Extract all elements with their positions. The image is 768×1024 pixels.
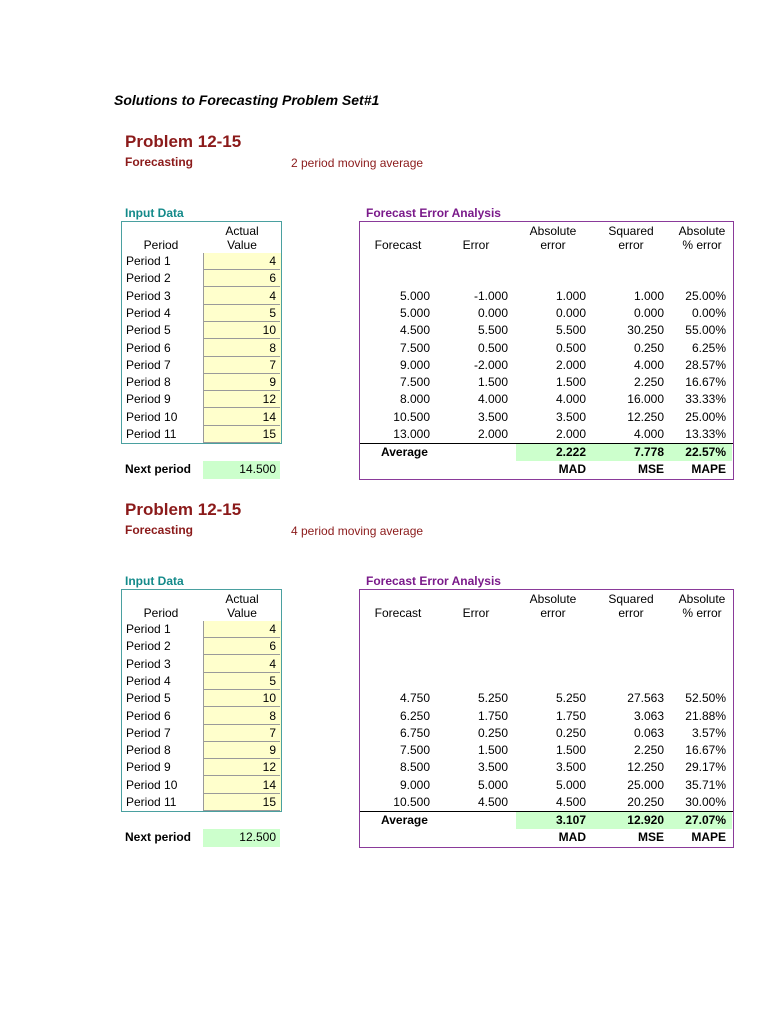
actual-value-cell[interactable]: 12 <box>203 391 280 408</box>
percent-error-value: 52.50% <box>685 691 726 705</box>
error-value: 0.500 <box>477 341 508 355</box>
actual-header-line2: Value <box>227 606 257 620</box>
actual-value-cell[interactable]: 10 <box>203 322 280 339</box>
mad-value: 3.107 <box>555 813 586 827</box>
error-value: 5.250 <box>477 691 508 705</box>
forecast-error-analysis-label: Forecast Error Analysis <box>366 574 501 588</box>
abs-header-line1: Absolute <box>529 592 577 606</box>
period-label: Period 11 <box>126 795 177 809</box>
period-label: Period 9 <box>126 760 171 774</box>
forecast-value: 6.250 <box>399 709 430 723</box>
actual-value-cell[interactable]: 4 <box>203 621 280 638</box>
mape-value: 27.07% <box>685 813 726 827</box>
period-label: Period 9 <box>126 392 171 406</box>
percent-error-value: 25.00% <box>685 289 726 303</box>
percent-error-header <box>672 592 732 620</box>
actual-value-cell[interactable]: 6 <box>203 638 280 655</box>
absolute-error-header <box>520 224 586 252</box>
forecast-value: 9.000 <box>399 778 430 792</box>
actual-header-line1: Actual <box>225 224 259 238</box>
squared-error-value: 16.000 <box>627 392 664 406</box>
mad-value: 2.222 <box>555 445 586 459</box>
actual-header <box>212 224 272 252</box>
mse-value: 7.778 <box>633 445 664 459</box>
error-value: 3.500 <box>477 410 508 424</box>
percent-error-header <box>672 224 732 252</box>
error-header: Error <box>462 606 490 620</box>
squared-error-value: 20.250 <box>627 795 664 809</box>
period-label: Period 7 <box>126 358 171 372</box>
absolute-error-value: 5.250 <box>555 691 586 705</box>
squared-error-value: 25.000 <box>627 778 664 792</box>
percent-error-value: 30.00% <box>685 795 726 809</box>
error-value: 0.000 <box>477 306 508 320</box>
forecast-value: 10.500 <box>393 795 430 809</box>
mad-label: MAD <box>558 830 586 844</box>
period-header: Period <box>143 606 179 620</box>
squared-error-value: 4.000 <box>633 358 664 372</box>
forecast-error-analysis-label: Forecast Error Analysis <box>366 206 501 220</box>
actual-value-cell[interactable]: 9 <box>203 374 280 391</box>
absolute-error-value: 0.500 <box>555 341 586 355</box>
error-value: 5.000 <box>477 778 508 792</box>
period-label: Period 7 <box>126 726 171 740</box>
error-value: -1.000 <box>473 289 508 303</box>
pct-header-line2: % error <box>682 238 722 252</box>
absolute-error-value: 3.500 <box>555 410 586 424</box>
input-data-label: Input Data <box>125 206 184 220</box>
error-value: 5.500 <box>477 323 508 337</box>
period-label: Period 1 <box>126 622 171 636</box>
mse-label: MSE <box>637 830 664 844</box>
actual-value-cell[interactable]: 8 <box>203 708 280 725</box>
squared-error-value: 2.250 <box>633 743 664 757</box>
actual-value-cell[interactable]: 12 <box>203 759 280 776</box>
pct-header-line1: Absolute <box>678 224 726 238</box>
period-label: Period 3 <box>126 657 171 671</box>
forecast-value: 7.500 <box>399 743 430 757</box>
forecast-value: 5.000 <box>399 289 430 303</box>
problem-title: Problem 12-15 <box>125 132 242 151</box>
percent-error-value: 16.67% <box>685 743 726 757</box>
error-value: 1.500 <box>477 743 508 757</box>
error-value: 2.000 <box>477 427 508 441</box>
actual-value-cell[interactable]: 8 <box>203 340 280 357</box>
actual-value-cell[interactable]: 15 <box>203 794 280 811</box>
problem-title: Problem 12-15 <box>125 500 242 519</box>
percent-error-value: 28.57% <box>685 358 726 372</box>
forecast-header: Forecast <box>374 606 422 620</box>
actual-header <box>212 592 272 620</box>
squared-error-value: 12.250 <box>627 410 664 424</box>
percent-error-value: 3.57% <box>691 726 726 740</box>
method-label: 4 period moving average <box>291 524 424 538</box>
percent-error-value: 35.71% <box>685 778 726 792</box>
period-label: Period 1 <box>126 254 171 268</box>
period-header: Period <box>143 238 179 252</box>
period-label: Period 4 <box>126 674 171 688</box>
percent-error-value: 29.17% <box>685 760 726 774</box>
problem-subtitle: Forecasting <box>125 155 194 169</box>
mape-value: 22.57% <box>685 445 726 459</box>
absolute-error-value: 5.500 <box>555 323 586 337</box>
forecast-value: 7.500 <box>399 341 430 355</box>
next-period-label: Next period <box>125 830 192 844</box>
forecast-value: 5.000 <box>399 306 430 320</box>
absolute-error-value: 1.500 <box>555 375 586 389</box>
pct-header-line1: Absolute <box>678 592 726 606</box>
absolute-error-value: 1.750 <box>555 709 586 723</box>
sq-header-line1: Squared <box>608 592 654 606</box>
actual-value-cell[interactable]: 15 <box>203 426 280 443</box>
absolute-error-value: 0.250 <box>555 726 586 740</box>
absolute-error-value: 2.000 <box>555 427 586 441</box>
sq-header-line2: error <box>618 238 644 252</box>
period-label: Period 6 <box>126 341 171 355</box>
forecast-value: 8.000 <box>399 392 430 406</box>
percent-error-value: 0.00% <box>691 306 726 320</box>
forecast-value: 4.750 <box>399 691 430 705</box>
actual-value-cell[interactable]: 6 <box>203 270 280 287</box>
period-label: Period 10 <box>126 410 178 424</box>
abs-header-line1: Absolute <box>529 224 577 238</box>
actual-value-cell[interactable]: 5 <box>203 305 280 322</box>
percent-error-value: 55.00% <box>685 323 726 337</box>
actual-header-line1: Actual <box>225 592 259 606</box>
actual-value-cell[interactable]: 14 <box>203 409 280 426</box>
squared-error-value: 0.250 <box>633 341 664 355</box>
problem-section <box>0 500 768 860</box>
percent-error-value: 6.25% <box>691 341 726 355</box>
actual-value-cell[interactable]: 14 <box>203 777 280 794</box>
actual-value-cell[interactable]: 4 <box>203 656 280 673</box>
period-label: Period 2 <box>126 639 171 653</box>
period-label: Period 4 <box>126 306 171 320</box>
average-label: Average <box>381 445 428 459</box>
actual-value-cell[interactable]: 10 <box>203 690 280 707</box>
percent-error-value: 16.67% <box>685 375 726 389</box>
actual-value-cell[interactable]: 4 <box>203 253 280 270</box>
period-label: Period 8 <box>126 375 171 389</box>
squared-error-header <box>600 224 662 252</box>
next-period-value: 12.500 <box>239 830 276 844</box>
squared-error-value: 1.000 <box>633 289 664 303</box>
average-label: Average <box>381 813 428 827</box>
period-label: Period 11 <box>126 427 177 441</box>
mse-label: MSE <box>637 462 664 476</box>
absolute-error-value: 2.000 <box>555 358 586 372</box>
actual-value-cell[interactable]: 7 <box>203 725 280 742</box>
percent-error-value: 21.88% <box>685 709 726 723</box>
squared-error-value: 0.063 <box>633 726 664 740</box>
error-value: 0.250 <box>477 726 508 740</box>
forecast-value: 10.500 <box>393 410 430 424</box>
absolute-error-value: 0.000 <box>555 306 586 320</box>
squared-error-value: 27.563 <box>627 691 664 705</box>
forecast-value: 8.500 <box>399 760 430 774</box>
period-label: Period 8 <box>126 743 171 757</box>
actual-header-line2: Value <box>227 238 257 252</box>
error-value: 1.750 <box>477 709 508 723</box>
absolute-error-value: 4.000 <box>555 392 586 406</box>
actual-value-cell[interactable]: 5 <box>203 673 280 690</box>
forecast-value: 7.500 <box>399 375 430 389</box>
document-title: Solutions to Forecasting Problem Set#1 <box>114 92 380 108</box>
forecast-header: Forecast <box>374 238 422 252</box>
problem-subtitle: Forecasting <box>125 523 194 537</box>
percent-error-value: 25.00% <box>685 410 726 424</box>
error-value: 3.500 <box>477 760 508 774</box>
percent-error-value: 13.33% <box>685 427 726 441</box>
period-label: Period 6 <box>126 709 171 723</box>
actual-value-cell[interactable]: 9 <box>203 742 280 759</box>
mad-label: MAD <box>558 462 586 476</box>
forecast-value: 13.000 <box>393 427 430 441</box>
next-period-label: Next period <box>125 462 192 476</box>
actual-value-cell[interactable]: 4 <box>203 288 280 305</box>
forecast-value: 9.000 <box>399 358 430 372</box>
squared-error-value: 0.000 <box>633 306 664 320</box>
squared-error-value: 3.063 <box>633 709 664 723</box>
squared-error-value: 2.250 <box>633 375 664 389</box>
period-label: Period 5 <box>126 323 171 337</box>
error-value: -2.000 <box>473 358 508 372</box>
absolute-error-value: 5.000 <box>555 778 586 792</box>
squared-error-value: 4.000 <box>633 427 664 441</box>
sq-header-line2: error <box>618 606 644 620</box>
error-header: Error <box>462 238 490 252</box>
squared-error-value: 12.250 <box>627 760 664 774</box>
next-period-value: 14.500 <box>239 462 276 476</box>
period-label: Period 10 <box>126 778 178 792</box>
absolute-error-value: 1.000 <box>555 289 586 303</box>
actual-value-cell[interactable]: 7 <box>203 357 280 374</box>
forecast-value: 4.500 <box>399 323 430 337</box>
mse-value: 12.920 <box>627 813 664 827</box>
squared-error-header <box>600 592 662 620</box>
period-label: Period 3 <box>126 289 171 303</box>
abs-header-line2: error <box>540 606 566 620</box>
mape-label: MAPE <box>691 462 726 476</box>
period-label: Period 5 <box>126 691 171 705</box>
problem-section <box>0 132 768 492</box>
period-label: Period 2 <box>126 271 171 285</box>
forecast-value: 6.750 <box>399 726 430 740</box>
absolute-error-header <box>520 592 586 620</box>
error-value: 4.500 <box>477 795 508 809</box>
sq-header-line1: Squared <box>608 224 654 238</box>
method-label: 2 period moving average <box>291 156 424 170</box>
absolute-error-value: 3.500 <box>555 760 586 774</box>
squared-error-value: 30.250 <box>627 323 664 337</box>
error-value: 1.500 <box>477 375 508 389</box>
abs-header-line2: error <box>540 238 566 252</box>
mape-label: MAPE <box>691 830 726 844</box>
percent-error-value: 33.33% <box>685 392 726 406</box>
input-data-label: Input Data <box>125 574 184 588</box>
pct-header-line2: % error <box>682 606 722 620</box>
absolute-error-value: 4.500 <box>555 795 586 809</box>
error-value: 4.000 <box>477 392 508 406</box>
absolute-error-value: 1.500 <box>555 743 586 757</box>
